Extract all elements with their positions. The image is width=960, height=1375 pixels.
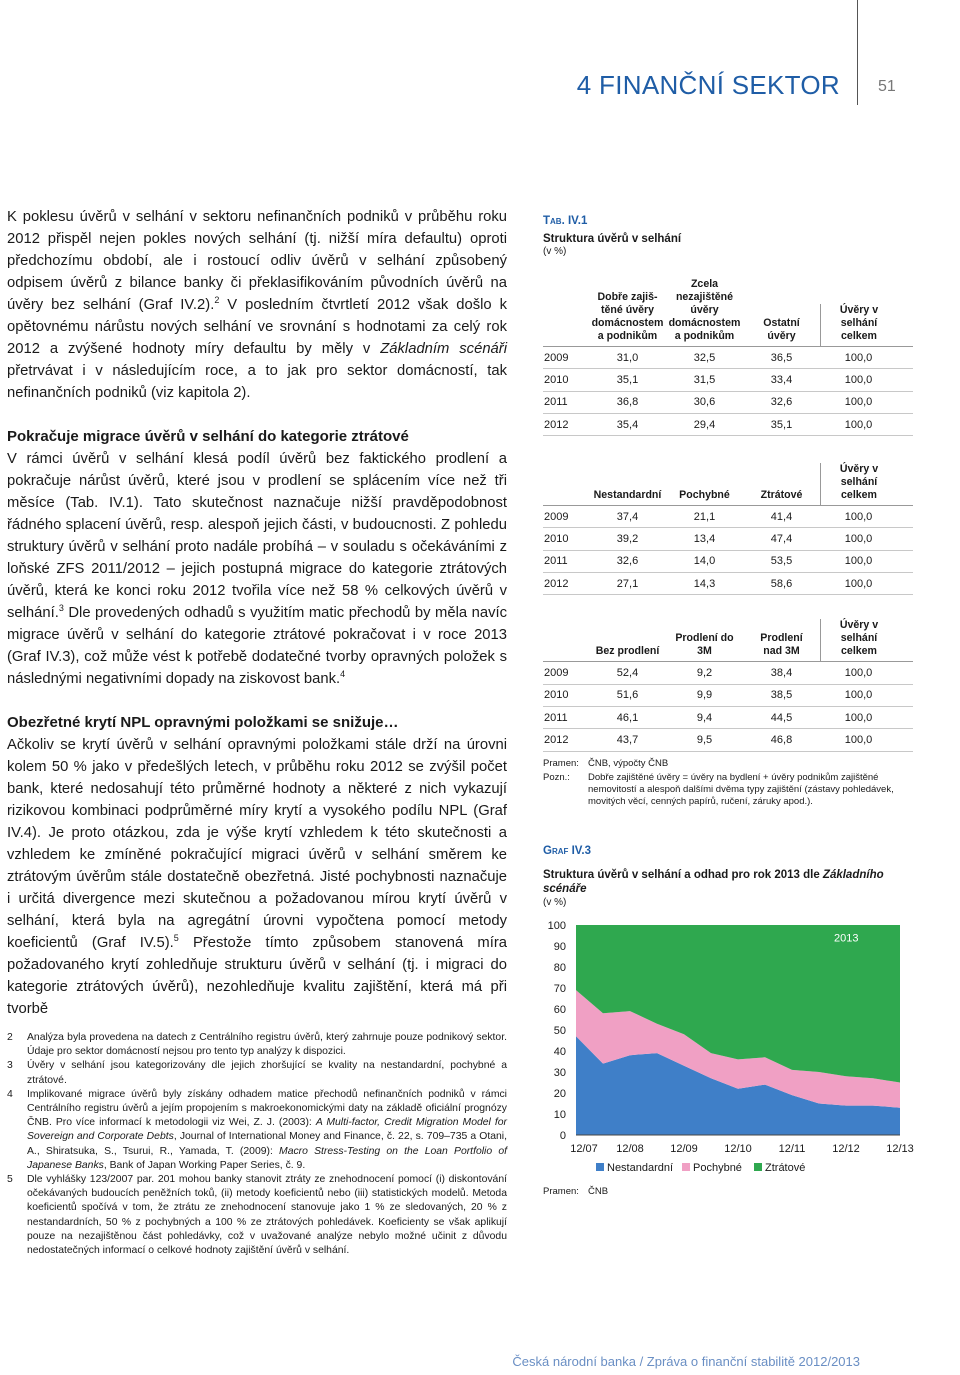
x-tick-label: 12/08 [616, 1143, 644, 1155]
table-source: Pramen: ČNB, výpočty ČNB [543, 757, 669, 769]
table-row [543, 573, 913, 595]
forecast-annotation: 2013 [834, 932, 859, 945]
table-row [543, 528, 913, 550]
y-tick-label: 20 [553, 1088, 566, 1100]
table-row [543, 662, 913, 684]
table-cell: 14,3 [693, 577, 716, 590]
x-tick-label: 12/12 [832, 1143, 860, 1155]
table-row-year: 2012 [544, 418, 569, 431]
table-cell: 100,0 [844, 396, 873, 409]
main-text-column [7, 206, 507, 1020]
table-row [543, 551, 913, 573]
table-header-row [543, 261, 913, 347]
table-column-header: Pochybné [679, 489, 730, 502]
table-column-header: Prodlení do 3M [675, 632, 734, 658]
chapter-title: 4 FINANČNÍ SEKTOR [576, 70, 840, 100]
table-note: Pozn.: Dobře zajištěné úvěry = úvěry na bydlení + úvěry podnikům zajištěné nemovitostí a alespoň dalšími dvěma typy zajištění (zástavy pohledávek, movitých věcí, cenných papírů, ručení, záruky apod.). [543, 771, 894, 807]
table-row-year: 2010 [544, 533, 569, 546]
table-cell: 31,0 [616, 351, 639, 364]
table-row [543, 729, 913, 751]
page-footer: Česká národní banka / Zpráva o finanční stabilitě 2012/2013 [512, 1354, 860, 1369]
table-row-year: 2009 [544, 351, 569, 364]
table-cell: 100,0 [844, 577, 873, 590]
stacked-area-chart [540, 913, 920, 1183]
page-number: 51 [878, 78, 896, 95]
x-tick-label: 12/07 [570, 1143, 598, 1155]
table-title: Struktura úvěrů v selhání [543, 233, 682, 245]
legend-label: Ztrátové [765, 1162, 806, 1174]
table-cell: 38,5 [770, 689, 793, 702]
table-column-header: Nestandardní [593, 489, 662, 502]
table-cell: 100,0 [844, 555, 873, 568]
table-cell: 38,4 [770, 667, 793, 680]
table-cell: 51,6 [616, 689, 639, 702]
y-tick-label: 30 [553, 1067, 566, 1079]
table-cell: 33,4 [770, 373, 793, 386]
legend-label: Nestandardní [607, 1162, 674, 1174]
table-cell: 35,1 [616, 373, 639, 386]
table-cell: 100,0 [844, 533, 873, 546]
table-cell: 100,0 [844, 351, 873, 364]
table-cell: 13,4 [693, 533, 716, 546]
table-row [543, 506, 913, 528]
table-row-year: 2012 [544, 733, 569, 746]
table-column-header: Úvěry v selhání celkem [820, 619, 897, 661]
footnote-3: 3 Úvěry v selhání jsou kategorizovány dle jejich zhoršující se kvality na nestandardní, pochybné a ztrátové. [7, 1060, 507, 1086]
table-cell: 9,4 [696, 711, 713, 724]
table-cell: 32,6 [770, 396, 793, 409]
table-row [543, 369, 913, 391]
table-cell: 46,8 [770, 733, 793, 746]
x-tick-label: 12/10 [724, 1143, 752, 1155]
table-cell: 29,4 [693, 418, 716, 431]
y-tick-label: 90 [553, 941, 566, 953]
legend-swatch [754, 1163, 762, 1171]
table-column-header: Bez prodlení [595, 645, 660, 658]
table-cell: 100,0 [844, 733, 873, 746]
y-tick-label: 10 [553, 1109, 566, 1121]
y-tick-label: 50 [553, 1025, 566, 1037]
chart-label: Graf IV.3 [543, 845, 591, 857]
legend-swatch [682, 1163, 690, 1171]
table-cell: 35,4 [616, 418, 639, 431]
header-divider [857, 0, 858, 105]
table-header-row [543, 444, 913, 506]
y-tick-label: 60 [553, 1004, 566, 1016]
table-cell: 32,5 [693, 351, 716, 364]
table-cell: 47,4 [770, 533, 793, 546]
table-cell: 35,1 [770, 418, 793, 431]
legend-swatch [596, 1163, 604, 1171]
table-cell: 53,5 [770, 555, 793, 568]
table-cell: 9,2 [696, 667, 713, 680]
table-header-row [543, 607, 913, 662]
table-cell: 43,7 [616, 733, 639, 746]
paragraph-1: K poklesu úvěrů v selhání v sektoru nefinančních podniků v průběhu roku 2012 přispěl nejen pokles nových selhání (tj. nižší míra defaultu) oproti předchozímu období, ale i rostoucí odliv úvěrů v selhání způsobený odpisem úvěrů z bilance banky či překlasifikováním původních úvěrů na úvěry bez selhání (Graf IV.2).$^2$ V posledním čtvrtletí 2012 však došlo k opětovnému nárůstu nových selhání ve srovnání s hodnotami za celý rok 2012 a zvýšené hodnoty míry defaultu by měly v Základním scénáři přetrvávat i v následujícím roce, a to jak pro sektor domácností, tak nefinančních podniků (viz kapitola 2). [7, 209, 507, 401]
table-cell: 32,6 [616, 555, 639, 568]
table-cell: 100,0 [844, 373, 873, 386]
footnote-5: 5 Dle vyhlášky 123/2007 par. 201 mohou banky stanovit ztráty ze znehodnocení pomocí (i) diskontování očekávaných budoucích peněžních toků, (ii) metody koeficientů nebo (iii) statistických modelů. Metoda koeficientů spočívá v tom, že ztrátu ze znehodnocení stanovuje jako 1 % ze sledovaných, 20 % z nestandardních, 50 % z pochybných a 100 % ze ztrátových pohledávek. Koeficienty se však aplikují pouze na nezajištěnou část pohledávky, což v uvažované analýze nebylo možné učinit z důvodu nedostatečných informací o celkové hodnoty zajištění úvěrů v selhání. [7, 1174, 507, 1257]
x-tick-label: 12/13 [886, 1143, 914, 1155]
table-row-year: 2010 [544, 373, 569, 386]
table-cell: 21,1 [693, 510, 716, 523]
table-column-header: Ztrátové [760, 489, 803, 502]
chart-source: Pramen: ČNB [543, 1186, 609, 1197]
footnote-4: 4 Implikované migrace úvěrů byly získány odhadem matice přechodů nefinančních podniků v rámci Centrálního registru úvěrů a jejím propojením s makroekonomickými daty na základě oficiální prognózy ČNB. Pro více informací k metodologii viz Wei, Z. J. (2003): A Multi-factor, Credit Migration Model for Sovereign and Corporate Debts, Journal of International Money and Finance, č. 22, s. 709–735 a Otani, A., Shiratsuka, S., Tsurui, R., Yamada, T. (2009): Macro Stress-Testing on the Loan Portfolio of Japanese Banks, Bank of Japan Working Paper Series, č. 9. [7, 1088, 508, 1171]
table-cell: 100,0 [844, 510, 873, 523]
paragraph-3: Ačkoliv se krytí úvěrů v selhání opravnými položkami stále drží na úrovni kolem 50 % jako v předešlých letech, v průběhu roku 2012 se zvýšil počet bank, které nedosahují této průměrné hodnoty a některé z nich vykazují rizikovou kombinaci podprůměrné míry krytí a vysokého podílu NPL (Graf IV.4). Je proto otázkou, zda je výše krytí vzhledem k této skutečnosti a vzhledem ke zmíněné pokračující migraci úvěrů v selhání směrem ke ztrátovým úvěrům stále dostatečně obezřetná. Jisté pochybnosti naznačuje i určitá divergence mezi skutečnou a požadovanou mírou krytí úvěrů v selhání, která byla na agregátní úrovni vypočtena pomocí metody koeficientů (Graf IV.5).$^5$ Přestože tímto způsobem stanovená míra požadovaného krytí zohledňuje strukturu úvěrů v selhání (tj. i migraci do kategorie ztrátových úvěrů), nezohledňuje kvalitu zajištění, která má při tvorbě [7, 737, 507, 1017]
table-row-year: 2009 [544, 667, 569, 680]
table-cell: 58,6 [770, 577, 793, 590]
table-row-year: 2011 [544, 396, 568, 409]
table-cell: 44,5 [770, 711, 793, 724]
table-cell: 39,2 [616, 533, 639, 546]
table-cell: 9,5 [696, 733, 713, 746]
table-cell: 36,8 [616, 396, 639, 409]
table-row-year: 2011 [544, 555, 568, 568]
table-column-header: Zcela nezajištěné úvěry domácnostem a podnikům [668, 278, 741, 342]
table-row-year: 2010 [544, 689, 569, 702]
y-tick-label: 80 [553, 962, 566, 974]
table-cell: 14,0 [693, 555, 716, 568]
table-row-year: 2012 [544, 577, 569, 590]
table-row-year: 2009 [544, 510, 569, 523]
y-tick-label: 40 [553, 1046, 566, 1058]
table-cell: 30,6 [693, 396, 716, 409]
table-column-header: Prodlení nad 3M [760, 632, 803, 658]
table-row [543, 685, 913, 707]
table-cell: 37,4 [616, 510, 639, 523]
table-row [543, 347, 913, 369]
x-tick-label: 12/09 [670, 1143, 698, 1155]
table-cell: 46,1 [616, 711, 639, 724]
table-row [543, 414, 913, 436]
x-tick-label: 12/11 [778, 1143, 806, 1155]
table-blocks [543, 261, 913, 752]
chart-unit: (v %) [543, 897, 567, 908]
heading-migration: Pokračuje migrace úvěrů v selhání do kategorie ztrátové [7, 428, 409, 445]
table-column-header: Dobře zajiš- těné úvěry domácnostem a podnikům [591, 291, 664, 342]
chart-title: Struktura úvěrů v selhání a odhad pro rok 2013 dle Základního scénáře [543, 869, 884, 895]
y-tick-label: 0 [559, 1130, 566, 1142]
table-cell: 52,4 [616, 667, 639, 680]
table-column-header: Úvěry v selhání celkem [820, 304, 897, 346]
table-panel [543, 215, 913, 808]
footnote-2: 2 Analýza byla provedena na datech z Centrálního registru úvěrů, který zahrnuje pouze podnikový sektor. Údaje pro sektor domácností nejsou pro tento typ analýzy k dispozici. [7, 1032, 507, 1058]
table-label: Tab. IV.1 [543, 215, 588, 227]
table-cell: 100,0 [844, 667, 873, 680]
legend-label: Pochybné [693, 1162, 742, 1174]
table-cell: 9,9 [696, 689, 713, 702]
table-row-year: 2011 [544, 711, 568, 724]
y-tick-label: 70 [553, 983, 566, 995]
table-column-header: Ostatní úvěry [763, 317, 800, 342]
table-unit: (v %) [543, 246, 567, 257]
table-cell: 100,0 [844, 418, 873, 431]
table-row [543, 707, 913, 729]
table-cell: 31,5 [693, 373, 716, 386]
table-cell: 41,4 [770, 510, 793, 523]
y-tick-label: 100 [547, 920, 566, 932]
paragraph-2: V rámci úvěrů v selhání klesá podíl úvěrů bez faktického prodlení a pokračuje nárůst úvěrů, které jsou v prodlení se splácením více než tři měsíce (Tab. IV.1). Tato skutečnost naznačuje nižší pravděpodobnost řádného splacení úvěrů, resp. alespoň jejich části, v budoucnosti. Z pohledu struktury úvěrů v selhání proto nadále probíhá – v souladu s očekáváními z loňské ZFS 2011/2012 – jejich postupná migrace do kategorie ztrátových úvěrů, která ke konci roku 2012 tvořila více než 58 % celkových úvěrů v selhání.$^3$ Dle provedených odhadů s využitím matic přechodů by měla navíc migrace úvěrů v selhání do kategorie ztrátové pokračovat i v roce 2013 (Graf IV.3), což může vést k potřebě dodatečné tvorby opravných položek s následnými negativními dopady na ziskovost bank.$^4$ [7, 451, 507, 687]
table-cell: 100,0 [844, 689, 873, 702]
table-cell: 36,5 [770, 351, 793, 364]
heading-npl-coverage: Obezřetné krytí NPL opravnými položkami se snižuje… [7, 714, 399, 731]
table-column-header: Úvěry v selhání celkem [820, 463, 897, 505]
table-cell: 100,0 [844, 711, 873, 724]
table-cell: 27,1 [616, 577, 639, 590]
footnotes [7, 1031, 507, 1258]
table-row [543, 392, 913, 414]
